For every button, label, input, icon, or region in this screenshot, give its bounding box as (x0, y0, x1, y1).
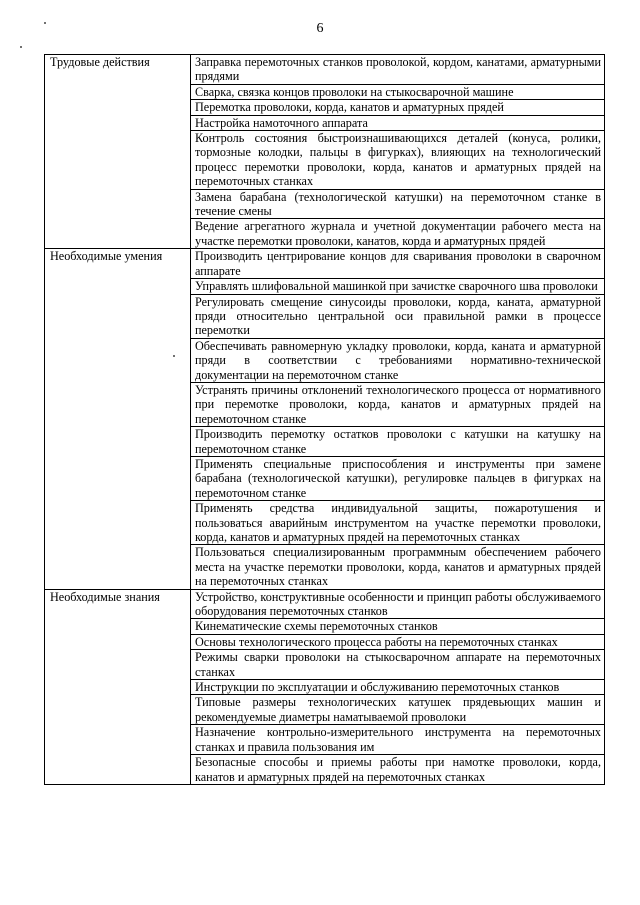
requirement-item: Применять средства индивидуальной защиты, пожаротушения и пользоваться аварийным инструментом на участке перемотки проволоки, корда, канатов и арматурных прядей на перемоточных станках (191, 501, 605, 545)
requirement-item: Устройство, конструктивные особенности и принцип работы обслуживаемого оборудования перемоточных станков (191, 589, 605, 619)
requirement-item: Основы технологического процесса работы на перемоточных станках (191, 634, 605, 649)
scan-speck (20, 46, 22, 48)
requirement-item: Обеспечивать равномерную укладку проволоки, корда, каната и арматурной пряди в соответствии с требованиями нормативно-технической документации на перемоточном станке (191, 338, 605, 382)
table-row (45, 589, 605, 619)
requirement-item: Пользоваться специализированным программным обеспечением рабочего места на участке перемотки проволоки, корда, канатов и арматурных прядей на перемоточных станках (191, 545, 605, 589)
requirement-item: Режимы сварки проволоки на стыкосварочном аппарате на перемоточных станках (191, 650, 605, 680)
requirement-item: Производить центрирование концов для сваривания проволоки в сварочном аппарате (191, 249, 605, 279)
requirement-item: Ведение агрегатного журнала и учетной документации рабочего места на участке перемотки проволоки, канатов, корда и арматурных прядей (191, 219, 605, 249)
requirement-item: Контроль состояния быстроизнашивающихся деталей (конуса, ролики, тормозные колодки, пальцы в фигурках), влияющих на технологический процесс перемотки проволоки, корда, канатов и арматурных прядей на перемоточных станках (191, 131, 605, 190)
requirements-table-body (45, 55, 605, 785)
requirement-item: Типовые размеры технологических катушек прядевьющих машин и рекомендуемые диаметры наматываемой проволоки (191, 695, 605, 725)
table-row (45, 55, 605, 85)
requirement-item: Заправка перемоточных станков проволокой, кордом, канатами, арматурными прядями (191, 55, 605, 85)
section-label: Необходимые знания (45, 589, 191, 784)
requirement-item: Регулировать смещение синусоиды проволоки, корда, каната, арматурной пряди относительно центральной оси правильной рамки в процессе перемотки (191, 294, 605, 338)
scan-speck (44, 22, 46, 24)
requirement-item: Управлять шлифовальной машинкой при зачистке сварочного шва проволоки (191, 279, 605, 294)
page-number: 6 (316, 21, 324, 36)
requirement-item: Безопасные способы и приемы работы при намотке проволоки, корда, канатов и арматурных прядей на перемоточных станках (191, 755, 605, 785)
requirement-item: Настройка намоточного аппарата (191, 115, 605, 130)
requirement-item: Сварка, связка концов проволоки на стыкосварочной машине (191, 84, 605, 99)
requirement-item: Применять специальные приспособления и инструменты при замене барабана (технологической катушки), регулировке пальцев в фигурках на перемоточном станке (191, 456, 605, 500)
requirement-item: Устранять причины отклонений технологического процесса от нормативного при перемотке проволоки, корда, канатов и арматурных прядей на перемоточном станке (191, 382, 605, 426)
section-label: Трудовые действия (45, 55, 191, 249)
requirements-table (44, 54, 605, 785)
requirement-item: Назначение контрольно-измерительного инструмента на перемоточных станках и правила пользования им (191, 725, 605, 755)
table-row (45, 249, 605, 279)
requirement-item: Перемотка проволоки, корда, канатов и арматурных прядей (191, 100, 605, 115)
requirement-item: Кинематические схемы перемоточных станков (191, 619, 605, 634)
section-label: Необходимые умения (45, 249, 191, 589)
requirement-item: Производить перемотку остатков проволоки с катушки на катушку на перемоточном станке (191, 427, 605, 457)
requirement-item: Инструкции по эксплуатации и обслуживанию перемоточных станков (191, 680, 605, 695)
requirement-item: Замена барабана (технологической катушки) на перемоточном станке в течение смены (191, 189, 605, 219)
